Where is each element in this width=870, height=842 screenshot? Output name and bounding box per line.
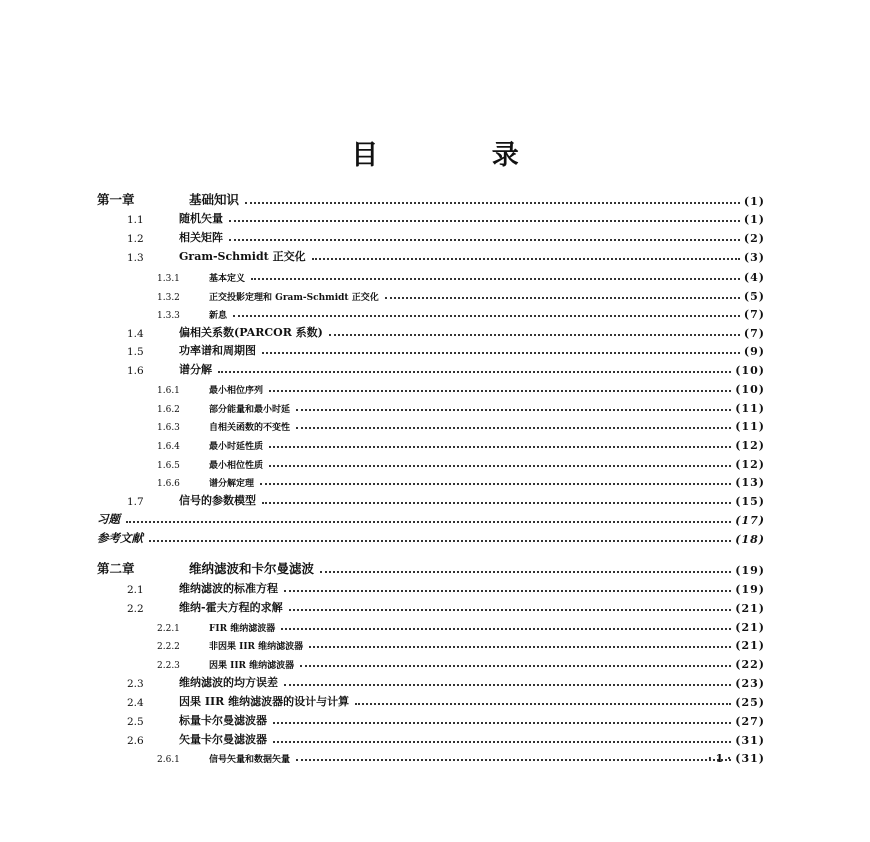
- dot-leader: [312, 258, 740, 260]
- dot-leader: [289, 609, 732, 611]
- toc-entry: [97, 415, 765, 433]
- toc-entry-number: 1.6.3: [157, 423, 180, 433]
- toc-entry-page: (1): [743, 213, 765, 226]
- toc-entry-number: 1.6.2: [157, 405, 180, 415]
- toc-entry-number: 2.5: [127, 716, 144, 728]
- dot-leader: [320, 571, 731, 573]
- dot-leader: [218, 371, 731, 373]
- dot-leader: [262, 352, 740, 354]
- toc-entry-number: 2.4: [127, 697, 144, 709]
- toc-entry-page: (19): [735, 583, 765, 596]
- toc-entry-title: 参考文献: [97, 531, 143, 545]
- toc-entry: [97, 747, 765, 765]
- toc-entry-title: 信号矢量和数据矢量: [209, 755, 291, 765]
- toc-entry-number: 1.6.6: [157, 479, 180, 489]
- dot-leader: [329, 334, 740, 336]
- dot-leader: [296, 427, 731, 429]
- toc-entry-page: (15): [735, 495, 765, 508]
- toc-entry-title: 因果 IIR 维纳滤波器: [209, 661, 295, 671]
- toc-entry-page: (7): [743, 308, 765, 321]
- toc-entry: [97, 471, 765, 489]
- toc-entry: [97, 322, 765, 340]
- toc-entry-number: 2.3: [127, 678, 144, 690]
- dot-leader: [251, 278, 740, 280]
- toc-entry-page: (9): [743, 345, 765, 358]
- toc-entry: [97, 227, 765, 245]
- toc-entry-title: 维纳滤波的均方误差: [179, 676, 278, 689]
- toc-entry-title: 习题: [97, 512, 120, 526]
- dot-leader: [355, 703, 731, 705]
- toc-entry-page: (21): [735, 621, 765, 634]
- dot-leader: [269, 446, 731, 448]
- toc-entry-number: 2.6: [127, 735, 144, 747]
- toc-entry: [97, 672, 765, 690]
- toc-entry-number: 1.6.5: [157, 461, 180, 471]
- toc-entry-number: 第一章: [97, 192, 135, 207]
- toc-entry: [97, 490, 765, 508]
- toc-entry-page: (11): [735, 420, 765, 433]
- toc-entry: [97, 616, 765, 634]
- toc-entry: [97, 578, 765, 596]
- toc-entry-page: (1): [743, 195, 765, 208]
- toc-entry-number: 1.7: [127, 496, 144, 508]
- toc-entry-number: 1.6: [127, 365, 144, 377]
- toc-entry-title: 维纳滤波和卡尔曼滤波: [189, 561, 315, 576]
- toc-entry-page: (12): [735, 458, 765, 471]
- toc-entry-number: 2.2: [127, 603, 144, 615]
- dot-leader: [300, 665, 731, 667]
- toc-entry: [97, 653, 765, 671]
- toc-entry-title: 正交投影定理和 Gram-Schmidt 正交化: [209, 293, 379, 303]
- toc-entry-page: (5): [743, 290, 765, 303]
- dot-leader: [284, 684, 731, 686]
- toc-entry-number: 2.1: [127, 584, 144, 596]
- toc-entry-page: (17): [735, 514, 765, 527]
- toc-entry-page: (19): [735, 564, 765, 577]
- toc-entry-page: (12): [735, 439, 765, 452]
- toc-entry-title: 最小相位序列: [209, 386, 264, 396]
- toc-entry-number: 1.3.3: [157, 311, 180, 321]
- toc-entry: [97, 397, 765, 415]
- toc-entry-title: 谱分解定理: [209, 479, 255, 489]
- toc-entry-number: 1.1: [127, 214, 144, 226]
- toc-entry-page: (21): [735, 602, 765, 615]
- toc-entry: [97, 691, 765, 709]
- toc-entry-title: 最小时延性质: [209, 442, 264, 452]
- toc-entry-number: 1.3.2: [157, 293, 180, 303]
- toc-entry-title: 新息: [209, 311, 228, 321]
- dot-leader: [273, 722, 731, 724]
- toc-entry-number: 2.2.1: [157, 624, 180, 634]
- toc-entry-title: 基本定义: [209, 274, 246, 284]
- toc-entry: [97, 340, 765, 358]
- toc-entry-page: (31): [735, 752, 765, 765]
- toc-entry: [97, 634, 765, 652]
- toc-entry: [97, 285, 765, 303]
- toc-entry-page: (10): [735, 364, 765, 377]
- toc-entry-title: 信号的参数模型: [179, 494, 256, 507]
- toc-entry-page: (22): [735, 658, 765, 671]
- dot-leader: [273, 741, 731, 743]
- toc-entry-page: (25): [735, 696, 765, 709]
- toc-entry-page: (18): [735, 533, 765, 546]
- toc-entry-number: 第二章: [97, 561, 135, 576]
- toc-entry: [97, 559, 765, 577]
- toc-entry-title: Gram-Schmidt 正交化: [179, 250, 306, 263]
- page-title: 目 录: [351, 140, 571, 171]
- toc-entry-number: 2.6.1: [157, 755, 180, 765]
- toc-entry: [97, 246, 765, 264]
- toc-entry-title: 相关矩阵: [179, 231, 223, 244]
- toc-entry: [97, 729, 765, 747]
- toc-entry-number: 1.2: [127, 233, 144, 245]
- toc-entry-number: 2.2.2: [157, 642, 180, 652]
- toc-entry: [97, 509, 765, 527]
- toc-entry-number: 1.3: [127, 252, 144, 264]
- toc-entry-title: 最小相位性质: [209, 461, 264, 471]
- dot-leader: [233, 315, 740, 317]
- toc-entry-title: 因果 IIR 维纳滤波器的设计与计算: [179, 695, 350, 708]
- toc-entry: [97, 208, 765, 226]
- toc-entry: [97, 710, 765, 728]
- toc-entry-title: 谱分解: [179, 363, 212, 376]
- toc-entry: [97, 453, 765, 471]
- toc-entry-page: (3): [743, 251, 765, 264]
- toc-entry-page: (2): [743, 232, 765, 245]
- dot-leader: [296, 409, 731, 411]
- toc-entry-number: 1.6.1: [157, 386, 180, 396]
- toc-entry-title: 非因果 IIR 维纳滤波器: [209, 642, 304, 652]
- dot-leader: [281, 628, 731, 630]
- toc-entry: [97, 303, 765, 321]
- toc-entry-number: 1.4: [127, 328, 144, 340]
- dot-leader: [229, 220, 740, 222]
- toc-entry-page: (13): [735, 476, 765, 489]
- toc-entry: [97, 190, 765, 208]
- dot-leader: [385, 297, 740, 299]
- dot-leader: [260, 483, 731, 485]
- toc-entry-page: (4): [743, 271, 765, 284]
- toc-entry-page: (27): [735, 715, 765, 728]
- dot-leader: [284, 590, 731, 592]
- toc-entry-page: (11): [735, 402, 765, 415]
- toc-entry: [97, 597, 765, 615]
- toc-entry-title: FIR 维纳滤波器: [209, 624, 276, 634]
- toc-entry-page: (7): [743, 327, 765, 340]
- page-number: · 1 ·: [708, 752, 731, 765]
- dot-leader: [126, 521, 731, 523]
- toc-entry: [97, 528, 765, 546]
- toc-entry: [97, 266, 765, 284]
- toc-entry-title: 维纳滤波的标准方程: [179, 582, 278, 595]
- toc-entry: [97, 359, 765, 377]
- toc-entry: [97, 434, 765, 452]
- toc-entry-page: (10): [735, 383, 765, 396]
- dot-leader: [262, 502, 731, 504]
- toc-entry-title: 自相关函数的不变性: [209, 423, 291, 433]
- dot-leader: [269, 465, 731, 467]
- toc-entry-title: 随机矢量: [179, 212, 223, 225]
- toc-entry-number: 1.3.1: [157, 274, 180, 284]
- dot-leader: [245, 202, 740, 204]
- toc-entry-title: 矢量卡尔曼滤波器: [179, 733, 267, 746]
- dot-leader: [269, 390, 731, 392]
- dot-leader: [309, 646, 731, 648]
- toc-entry-title: 基础知识: [189, 192, 240, 207]
- dot-leader: [229, 239, 740, 241]
- toc-entry-number: 1.5: [127, 346, 144, 358]
- toc-entry-number: 1.6.4: [157, 442, 180, 452]
- toc-entry: [97, 378, 765, 396]
- toc-entry-title: 功率谱和周期图: [179, 344, 256, 357]
- toc-entry-title: 标量卡尔曼滤波器: [179, 714, 267, 727]
- toc-entry-title: 维纳-霍夫方程的求解: [179, 601, 283, 614]
- dot-leader: [296, 759, 731, 761]
- toc-entry-title: 偏相关系数(PARCOR 系数): [179, 326, 323, 339]
- toc-entry-page: (23): [735, 677, 765, 690]
- toc-entry-page: (31): [735, 734, 765, 747]
- toc-entry-page: (21): [735, 639, 765, 652]
- toc-entry-number: 2.2.3: [157, 661, 180, 671]
- toc-entry-title: 部分能量和最小时延: [209, 405, 291, 415]
- dot-leader: [149, 540, 731, 542]
